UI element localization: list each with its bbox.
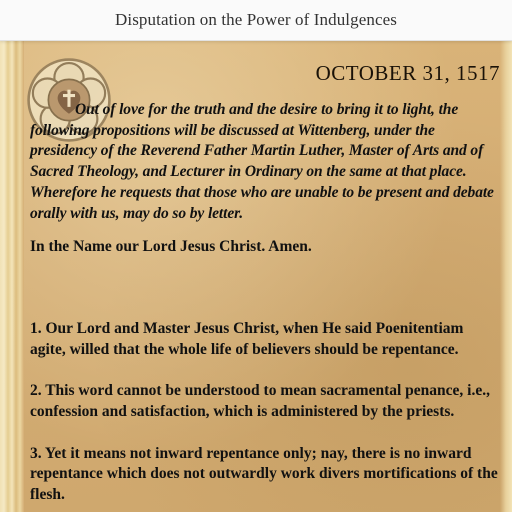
document-date: OCTOBER 31, 1517	[315, 61, 500, 85]
parchment-left-edge	[0, 41, 24, 512]
document-body	[30, 100, 500, 506]
parchment-right-edge	[500, 41, 512, 512]
thesis-paragraph: 3. Yet it means not inward repentance only; nay, there is no inward repentance which does not outwardly work divers mortifications of the flesh.	[30, 444, 498, 504]
title-bar	[0, 0, 512, 41]
thesis-paragraph: 2. This word cannot be understood to mean sacramental penance, i.e., confession and satisfaction, which is administered by the priests.	[30, 382, 490, 421]
thesis-paragraph: 1. Our Lord and Master Jesus Christ, when He said Poenitentiam agite, willed that the whole life of believers should be repentance.	[30, 319, 464, 358]
window-title: Disputation on the Power of Indulgences	[115, 10, 397, 29]
invocation-line: In the Name our Lord Jesus Christ. Amen.	[30, 238, 312, 256]
document-page[interactable]	[0, 41, 512, 512]
intro-paragraph: Out of love for the truth and the desire to bring it to light, the following propositions will be discussed at Wittenberg, under the presidency of the Reverend Father Martin Luther, Master of Arts and of Sacred Theology, and Lecturer in Ordinary on the same at that place. Wherefore he requests that those who are unable to be present and debate orally with us, may do so by letter.	[30, 101, 494, 222]
